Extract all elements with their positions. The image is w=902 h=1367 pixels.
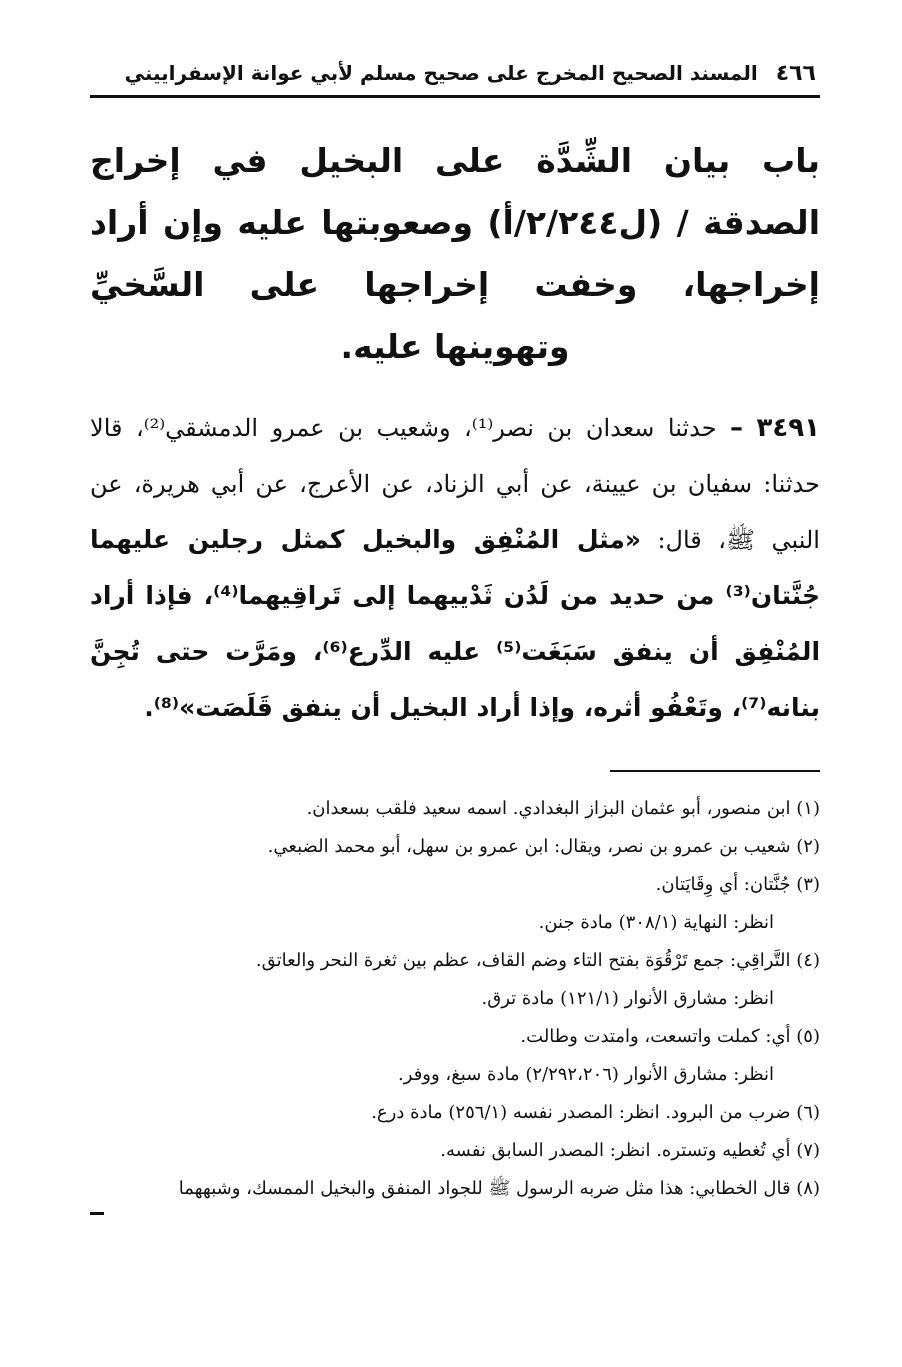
footnote-1: (١) ابن منصور، أبو عثمان البزاز البغدادي. اسمه سعيد فلقب بسعدان.	[306, 798, 820, 819]
hadith-isnad: حدثنا سعدان بن نصر⁽¹⁾، وشعيب بن عمرو الدمشقي⁽²⁾، قالا حدثنا: سفيان بن عيينة، عن أبي الزناد، عن الأعرج، عن أبي هريرة، عن النبي ﷺ، قال:	[90, 414, 820, 554]
running-header	[90, 55, 820, 91]
footnote-2: (٢) شعيب بن عمرو بن نصر، ويقال: ابن عمرو بن سهل، أبو محمد الضبعي.	[267, 836, 820, 857]
footnote-continuation-mark	[90, 1212, 104, 1215]
book-page	[90, 55, 820, 1305]
page-number: ٤٦٦	[775, 61, 816, 86]
footnote-3-reference: انظر: النهاية (٣٠٨/١) مادة جنن.	[538, 912, 774, 933]
book-title: المسند الصحيح المخرج على صحيح مسلم لأبي عوانة الإسفراييني	[124, 61, 758, 85]
chapter-heading: باب بيان الشِّدَّة على البخيل في إخراج الصدقة / (ل٢/٢٤٤/أ) وصعوبتها عليه وإن أراد إخراجها، وخفت إخراجها على السَّخيِّ وتهوينها عليه.	[90, 141, 821, 366]
footnote-7: (٧) أي تُغطيه وتستره. انظر: المصدر السابق نفسه.	[440, 1140, 820, 1161]
footnote-4-reference: انظر: مشارق الأنوار (١٢١/١) مادة ترق.	[481, 988, 774, 1009]
footnote-5: (٥) أي: كملت واتسعت، وامتدت وطالت.	[520, 1026, 820, 1047]
hadith-dash: –	[730, 413, 744, 443]
footnotes	[90, 790, 820, 1208]
footnote-3: (٣) جُنَّتان: أي وِقَايَتان.	[655, 874, 820, 895]
footnote-6: (٦) ضرب من البرود. انظر: المصدر نفسه (٢٥٦/١) مادة درع.	[371, 1102, 820, 1123]
header-rule	[90, 95, 820, 98]
hadith-matn: «مثل المُنْفِق والبخيل كمثل رجلين عليهما جُنَّتان⁽³⁾ من حديد من لَدُن ثَدْييهما إلى تَراقِيهما⁽⁴⁾، فإذا أراد المُنْفِق أن ينفق سَبَغَت⁽⁵⁾ عليه الدِّرع⁽⁶⁾، ومَرَّت حتى تُجِنَّ بنانه⁽⁷⁾، وتَعْفُو أثره، وإذا أراد البخيل أن ينفق قَلَصَت»⁽⁸⁾.	[90, 525, 821, 722]
footnote-5-reference: انظر: مشارق الأنوار (٢/٢٩٢،٢٠٦) مادة سبغ، ووفر.	[398, 1064, 774, 1085]
hadith-paragraph	[90, 400, 820, 736]
footnote-4: (٤) التَّراقِي: جمع تَرْقُوَة بفتح التاء وضم القاف، عظم بين ثغرة النحر والعاتق.	[255, 950, 820, 971]
footnote-8: (٨) قال الخطابي: هذا مثل ضربه الرسول ﷺ للجواد المنفق والبخيل الممسك، وشبههما	[178, 1178, 820, 1199]
footnote-separator	[610, 770, 820, 772]
hadith-number: ٣٤٩١	[756, 413, 820, 443]
